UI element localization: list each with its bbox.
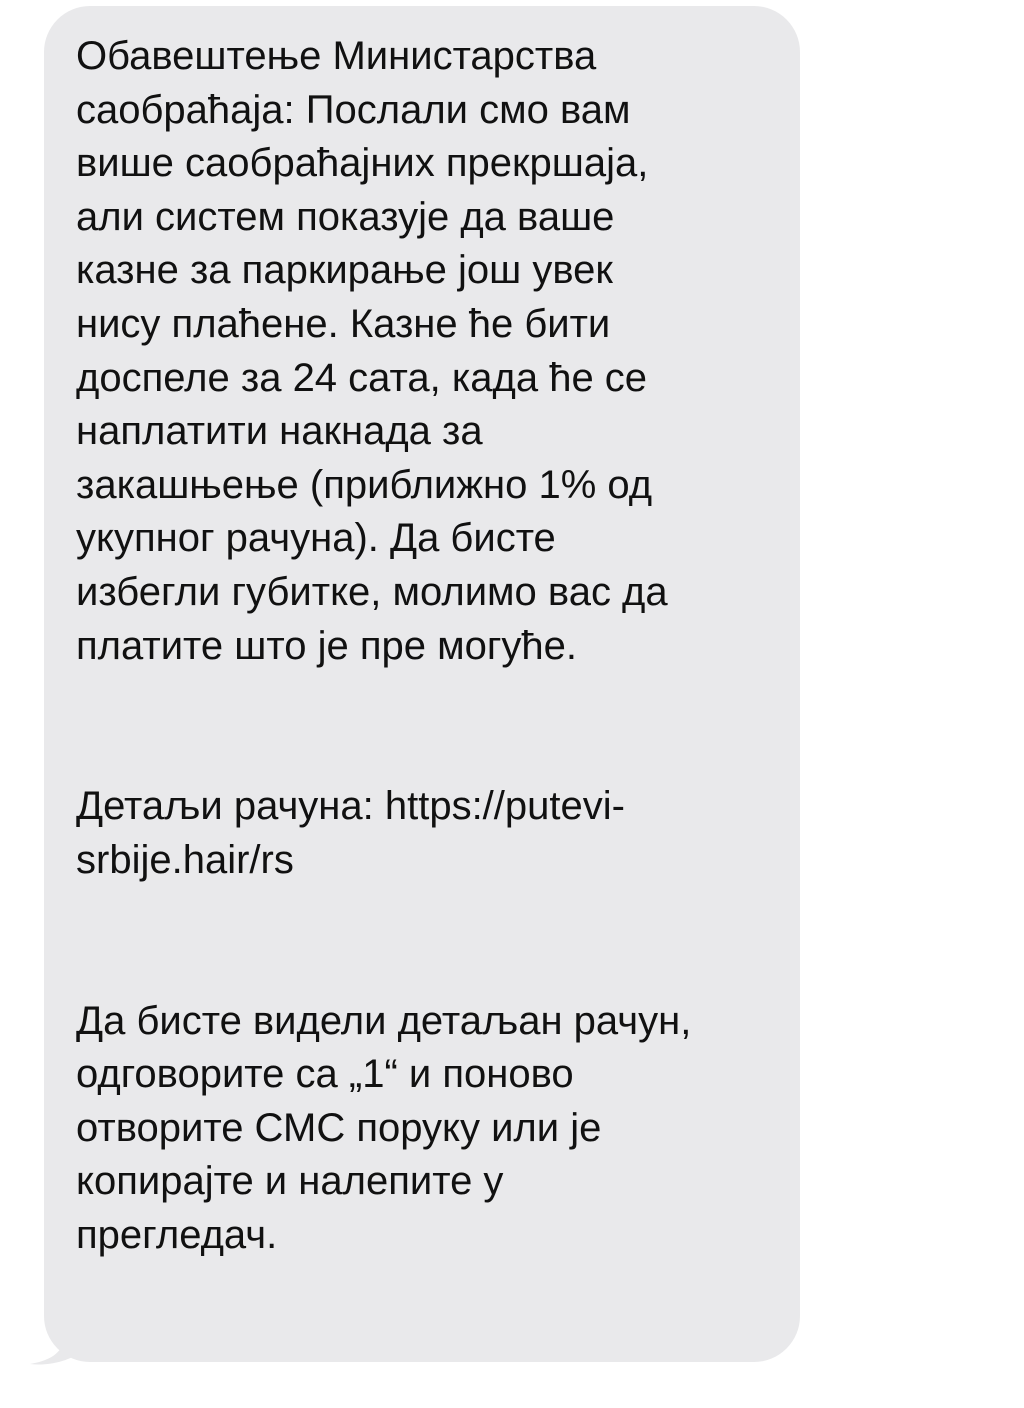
message-line: наплатити накнада за: [76, 409, 483, 454]
message-line: Да бисте видели детаљан рачун,: [76, 998, 692, 1043]
message-line-link[interactable]: Детаљи рачуна: https://putevi-: [76, 784, 625, 829]
message-line: прегледач.: [76, 1213, 278, 1258]
message-line: закашњење (приближно 1% од: [76, 462, 653, 507]
message-line: али систем показује да ваше: [76, 194, 615, 239]
message-line: одговорите са „1“ и поново: [76, 1052, 574, 1097]
paragraph-gap: [76, 673, 792, 780]
message-text: [76, 30, 792, 1263]
message-line: отворите СМС поруку или је: [76, 1105, 602, 1150]
message-line: Обавештење Министарства: [76, 34, 597, 78]
message-line: нису плаћене. Казне ће бити: [76, 301, 611, 346]
message-line-link[interactable]: srbije.hair/rs: [76, 837, 294, 882]
message-line: избегли губитке, молимо вас да: [76, 569, 668, 614]
message-line: доспеле за 24 сата, када ће се: [76, 355, 648, 400]
message-line: платите што је пре могуће.: [76, 623, 578, 668]
paragraph-gap: [76, 888, 792, 995]
message-line: укупног рачуна). Да бисте: [76, 516, 556, 561]
message-line: више саобраћајних прекршаја,: [76, 141, 649, 186]
message-line: копирајте и налепите у: [76, 1159, 504, 1204]
message-line: саобраћаја: Послали смо вам: [76, 87, 631, 132]
message-line: казне за паркирање још увек: [76, 248, 613, 293]
